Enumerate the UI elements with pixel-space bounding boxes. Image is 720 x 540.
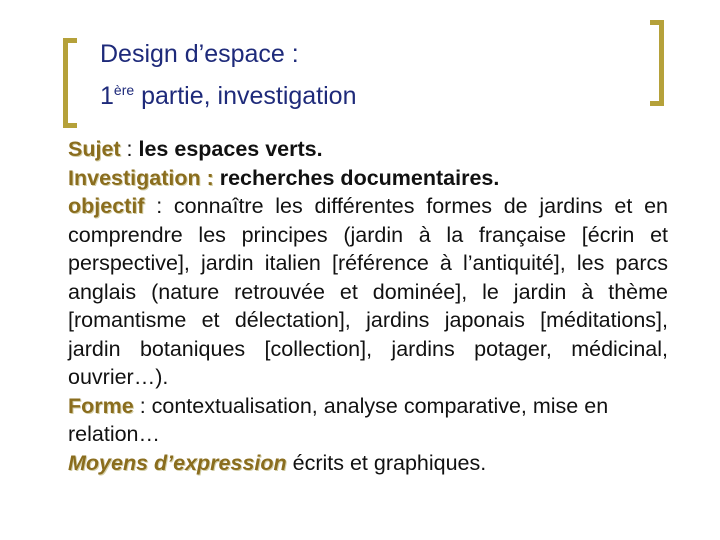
paragraph-objectif	[68, 192, 668, 392]
slide-title	[100, 36, 357, 114]
text-investigation: recherches documentaires.	[219, 165, 500, 190]
paragraph-sujet	[68, 135, 668, 164]
title-number: 1	[100, 82, 114, 110]
keyword-sujet: Sujet	[68, 137, 121, 161]
separator-sujet: :	[120, 137, 139, 161]
paragraph-investigation	[68, 164, 668, 193]
paragraph-forme	[68, 392, 668, 449]
text-objectif: : connaître les différentes formes de jardins et en comprendre les principes (jardin à la française [écrin et perspective], jardin italien [référence à l’antiquité], les parcs anglais (nature retrouvée et dominée], le jardin à thème [romantisme et délectation], jardins japonais [méditations], jardin botaniques [collection], jardins potager, médicinal, ouvrier…).	[68, 194, 668, 389]
slide-body	[68, 135, 668, 477]
left-bracket-decoration	[63, 38, 77, 128]
keyword-objectif: objectif	[68, 194, 145, 218]
title-line-2	[100, 72, 357, 114]
text-sujet: les espaces verts.	[138, 137, 323, 161]
right-bracket-decoration	[650, 20, 664, 106]
paragraph-moyens	[68, 449, 668, 478]
keyword-investigation: Investigation :	[68, 165, 220, 190]
keyword-moyens: Moyens d’expression	[68, 450, 287, 475]
title-rest: partie, investigation	[134, 82, 357, 110]
text-forme: : contextualisation, analyse comparative, mise en relation…	[68, 393, 609, 446]
title-line-1: Design d’espace :	[100, 40, 299, 68]
text-moyens: écrits et graphiques.	[286, 450, 487, 475]
keyword-forme: Forme	[68, 393, 134, 418]
title-superscript: ère	[113, 82, 135, 98]
